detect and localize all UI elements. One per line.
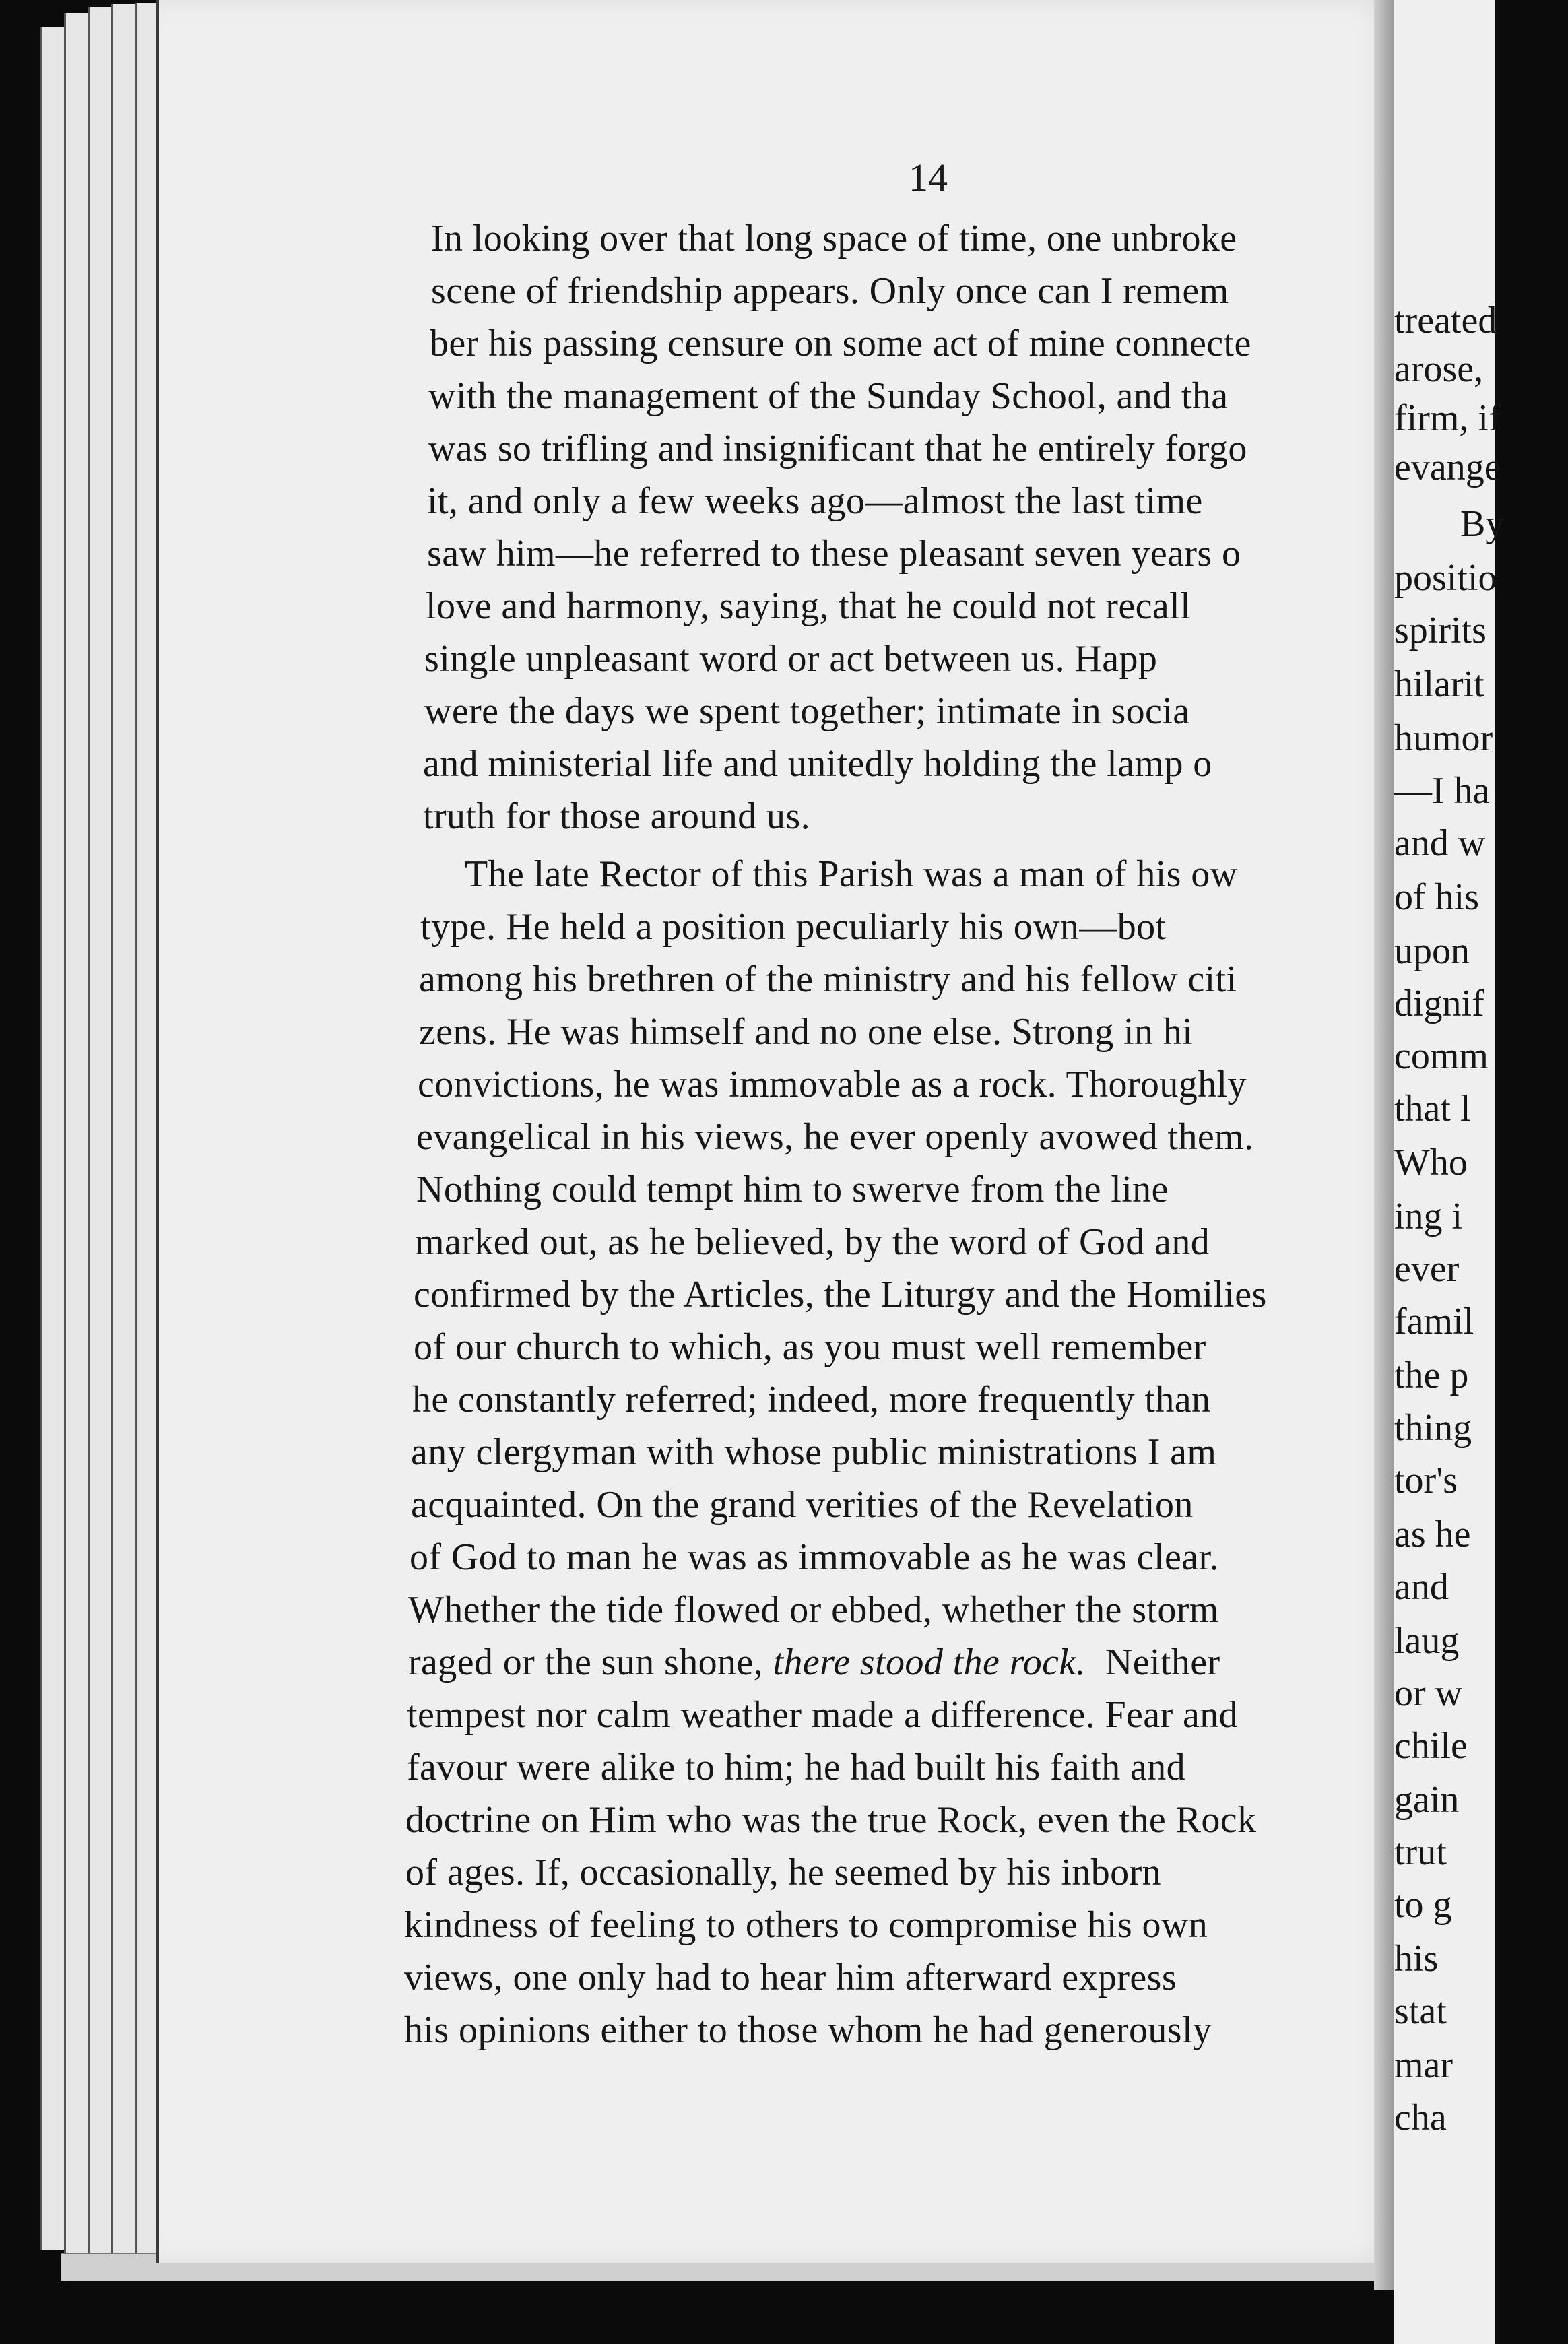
right-line: the p <box>1394 1355 1469 1396</box>
right-line: trut <box>1394 1831 1447 1873</box>
text-line: views, one only had to hear him afterward express <box>404 1957 1177 1998</box>
right-line: dignif <box>1394 983 1484 1024</box>
right-line: thing <box>1394 1407 1472 1449</box>
right-line: —I ha <box>1394 770 1490 812</box>
right-line: upon <box>1394 930 1470 972</box>
right-line: that l <box>1394 1088 1471 1130</box>
right-line: tor's <box>1394 1460 1458 1501</box>
text-line: zens. He was himself and no one else. Strong in hi <box>419 1011 1194 1053</box>
text-line: Whether the tide flowed or ebbed, whether the storm <box>408 1589 1219 1631</box>
right-line: positio <box>1394 557 1497 599</box>
text-line: love and harmony, saying, that he could not recall <box>426 585 1191 627</box>
right-line: his <box>1394 1938 1439 1980</box>
text-line: any clergyman with whose public ministrations I am <box>411 1431 1217 1473</box>
right-line: ing i <box>1394 1196 1463 1237</box>
right-line: ever <box>1394 1248 1460 1290</box>
text-line: doctrine on Him who was the true Rock, even the Rock <box>405 1799 1257 1841</box>
text-line: Nothing could tempt him to swerve from the line <box>416 1169 1169 1210</box>
text-line: with the management of the Sunday School, and tha <box>428 375 1229 417</box>
text-line: convictions, he was immovable as a rock. Thoroughly <box>418 1064 1247 1105</box>
right-line: and <box>1394 1566 1449 1608</box>
text-line: was so trifling and insignificant that he entirely forgo <box>428 428 1247 469</box>
text-line: he constantly referred; indeed, more frequently than <box>412 1379 1211 1421</box>
right-line: as he <box>1394 1513 1471 1555</box>
text-line: In looking over that long space of time, one unbroke <box>431 218 1237 259</box>
text-line: truth for those around us. <box>423 795 810 837</box>
text-line: evangelical in his views, he ever openly avowed them. <box>416 1116 1254 1158</box>
text-line <box>408 1638 1392 1687</box>
right-line: famil <box>1394 1301 1474 1342</box>
right-line: comm <box>1394 1035 1489 1077</box>
right-line: chile <box>1394 1725 1468 1767</box>
text-line: were the days we spent together; intimate in socia <box>424 690 1190 732</box>
right-line: stat <box>1394 1990 1447 2032</box>
right-line: firm, if <box>1394 397 1501 439</box>
right-line: treated <box>1394 300 1497 341</box>
text-line: of ages. If, occasionally, he seemed by his inborn <box>405 1852 1162 1893</box>
text-line: his opinions either to those whom he had generously <box>404 2009 1212 2051</box>
text-line: saw him—he referred to these pleasant seven years o <box>427 533 1241 575</box>
text-line: among his brethren of the ministry and his fellow citi <box>419 958 1237 1000</box>
text-line: tempest nor calm weather made a difference. Fear and <box>407 1694 1239 1736</box>
text-fragment: raged or the sun shone, <box>408 1641 764 1683</box>
text-line: confirmed by the Articles, the Liturgy and the Homilies <box>414 1274 1267 1315</box>
text-line: of God to man he was as immovable as he was clear. <box>410 1536 1219 1578</box>
right-line: spirits <box>1394 610 1487 651</box>
right-line: hilarit <box>1394 663 1484 705</box>
text-line: type. He held a position peculiarly his own—bot <box>420 906 1167 948</box>
right-line: of his <box>1394 876 1479 918</box>
text-line: acquainted. On the grand verities of the Revelation <box>411 1484 1194 1526</box>
text-line: kindness of feeling to others to compromise his own <box>404 1904 1208 1946</box>
right-line: Who <box>1394 1142 1468 1183</box>
right-line: By <box>1460 503 1505 545</box>
right-line: or w <box>1394 1672 1463 1714</box>
text-fragment: Neither <box>1105 1641 1220 1683</box>
right-line: mar <box>1394 2044 1453 2086</box>
text-line: single unpleasant word or act between us. Happ <box>424 638 1158 680</box>
right-line: humor <box>1394 717 1493 759</box>
text-line: of our church to which, as you must well remember <box>414 1326 1206 1368</box>
right-line: to g <box>1394 1884 1452 1926</box>
right-line: cha <box>1394 2097 1447 2139</box>
text-line: scene of friendship appears. Only once can I remem <box>431 270 1229 312</box>
right-line: laug <box>1394 1620 1460 1662</box>
right-line: gain <box>1394 1779 1460 1821</box>
right-line: arose, <box>1394 348 1484 390</box>
right-line: and w <box>1394 822 1486 864</box>
right-line: evange <box>1394 447 1501 488</box>
text-line: it, and only a few weeks ago—almost the last time <box>427 480 1203 522</box>
page-body-text <box>404 214 1379 2221</box>
text-line: The late Rector of this Parish was a man of his ow <box>465 853 1238 895</box>
text-line: favour were alike to him; he had built his faith and <box>407 1747 1186 1788</box>
text-line: ber his passing censure on some act of mine connecte <box>430 323 1251 364</box>
italic-phrase: there stood the rock. <box>773 1641 1086 1683</box>
page-number: 14 <box>909 156 948 199</box>
text-line: marked out, as he believed, by the word of God and <box>415 1221 1210 1263</box>
text-line: and ministerial life and unitedly holding the lamp o <box>423 743 1212 785</box>
